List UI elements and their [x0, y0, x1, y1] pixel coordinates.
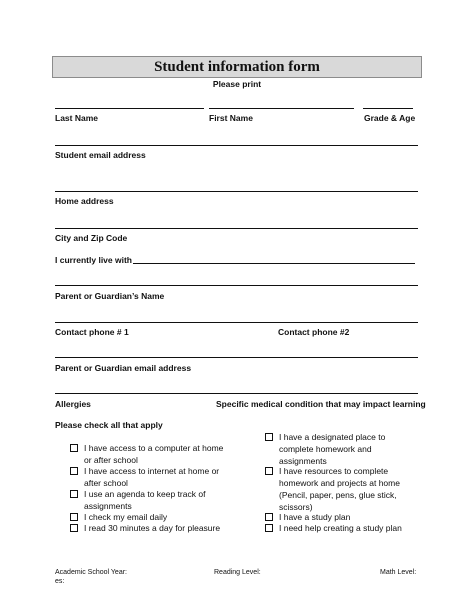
- checklist-item-line: or after school: [84, 455, 138, 465]
- checklist-item-line: I have resources to complete: [279, 466, 389, 476]
- checklist-item-line: scissors): [279, 502, 313, 512]
- checklist-item-computer-access[interactable]: [70, 442, 223, 466]
- checkbox-icon[interactable]: [70, 467, 78, 475]
- checkbox-icon[interactable]: [265, 467, 273, 475]
- grade-age-label: Grade & Age: [364, 113, 416, 123]
- checkbox-icon[interactable]: [70, 444, 78, 452]
- checkbox-icon[interactable]: [70, 524, 78, 532]
- academic-year-label-cont: es:: [55, 578, 65, 585]
- checklist-item-line: I need help creating a study plan: [279, 523, 402, 533]
- allergies-label: Allergies: [55, 399, 91, 409]
- contact-phone-2-label: Contact phone #2: [278, 327, 350, 337]
- checkbox-icon[interactable]: [265, 513, 273, 521]
- checklist-item-line: I check my email daily: [84, 512, 168, 522]
- guardian-email-label: Parent or Guardian email address: [55, 363, 192, 373]
- contact-phone-1-label: Contact phone # 1: [55, 327, 129, 337]
- checklist-item-agenda[interactable]: [70, 488, 205, 512]
- city-zip-label: City and Zip Code: [55, 233, 128, 243]
- checkbox-icon[interactable]: [70, 513, 78, 521]
- checklist-item-designated-place[interactable]: [265, 431, 385, 467]
- grade-age-line[interactable]: [363, 108, 413, 109]
- checklist-item-line: complete homework and: [279, 444, 372, 454]
- checkbox-icon[interactable]: [265, 433, 273, 441]
- medical-condition-label: Specific medical condition that may impact learning: [216, 399, 426, 409]
- checklist-item-line: I have access to a computer at home: [84, 443, 224, 453]
- checklist-item-line: (Pencil, paper, pens, glue stick,: [279, 490, 397, 500]
- guardian-name-label: Parent or Guardian’s Name: [55, 291, 165, 301]
- checklist-item-line: I use an agenda to keep track of: [84, 489, 206, 499]
- guardian-name-line[interactable]: [55, 285, 418, 286]
- allergies-line[interactable]: [55, 393, 418, 394]
- live-with-line[interactable]: [133, 263, 415, 264]
- home-address-label: Home address: [55, 196, 114, 206]
- last-name-line[interactable]: [55, 108, 204, 109]
- student-email-line[interactable]: [55, 145, 418, 146]
- form-subtitle: Please print: [212, 79, 262, 89]
- form-title: Student information form: [154, 59, 320, 75]
- live-with-label: I currently live with: [55, 255, 132, 265]
- student-email-label: Student email address: [55, 150, 146, 160]
- home-address-line[interactable]: [55, 191, 418, 192]
- checklist-item-internet-access[interactable]: [70, 465, 219, 489]
- reading-level-label: Reading Level:: [214, 569, 261, 576]
- checklist-item-line: homework and projects at home: [279, 478, 400, 488]
- guardian-email-line[interactable]: [55, 357, 418, 358]
- checklist-heading: Please check all that apply: [55, 420, 163, 430]
- academic-year-label: Academic School Year:: [55, 569, 127, 576]
- first-name-label: First Name: [209, 113, 253, 123]
- checklist-item-line: I have a designated place to: [279, 432, 386, 442]
- checklist-item-line: I read 30 minutes a day for pleasure: [84, 523, 221, 533]
- contact-phone-line[interactable]: [55, 322, 418, 323]
- checklist-item-resources[interactable]: [265, 465, 400, 513]
- checkbox-icon[interactable]: [265, 524, 273, 532]
- checklist-item-line: assignments: [279, 456, 327, 466]
- checklist-item-line: assignments: [84, 501, 132, 511]
- checklist-item-line: I have a study plan: [279, 512, 351, 522]
- checklist-item-reading[interactable]: [70, 522, 220, 534]
- last-name-label: Last Name: [55, 113, 98, 123]
- checkbox-icon[interactable]: [70, 490, 78, 498]
- checklist-item-help-study-plan[interactable]: [265, 522, 402, 534]
- checklist-item-line: I have access to internet at home or: [84, 466, 220, 476]
- city-zip-line[interactable]: [55, 228, 418, 229]
- first-name-line[interactable]: [209, 108, 354, 109]
- math-level-label: Math Level:: [380, 569, 417, 576]
- checklist-item-line: after school: [84, 478, 128, 488]
